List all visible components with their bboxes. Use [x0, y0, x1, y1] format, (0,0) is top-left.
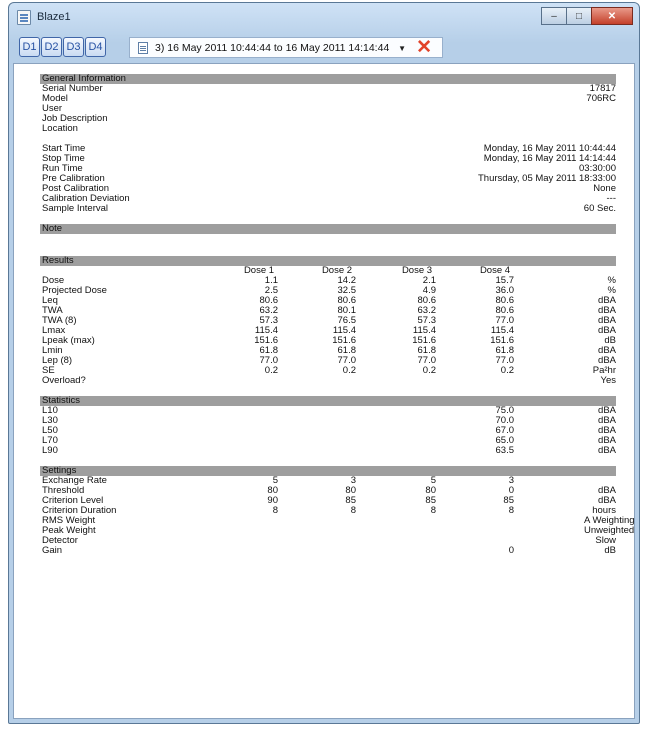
results-header: Results — [40, 256, 616, 266]
dose-3-value: 8 — [430, 505, 436, 516]
row-label: TWA (8) — [42, 315, 77, 326]
tab-d4[interactable]: D4 — [85, 37, 106, 57]
info-label: Sample Interval — [42, 203, 109, 214]
row-unit: Pa²hr — [592, 365, 616, 376]
stat-value: 63.5 — [495, 445, 514, 456]
dose-3-value: 77.0 — [417, 355, 436, 366]
dose-1-value: 1.1 — [264, 275, 278, 286]
dose-4-value: 61.8 — [495, 345, 514, 356]
dose-3-value: 151.6 — [412, 335, 436, 346]
chevron-down-icon[interactable]: ▼ — [398, 44, 406, 53]
settings-header: Settings — [40, 466, 616, 476]
dose-2-value: 80.6 — [337, 295, 356, 306]
stat-value: 67.0 — [495, 425, 514, 436]
row-label: Dose — [42, 275, 65, 286]
settings-row — [40, 486, 616, 496]
stat-unit: dBA — [598, 425, 616, 436]
info-row — [40, 124, 616, 134]
tab-d1[interactable]: D1 — [19, 37, 40, 57]
stat-label: L10 — [42, 405, 58, 416]
info-value: Monday, 16 May 2011 14:14:44 — [483, 153, 616, 164]
row-label: Lpeak (max) — [42, 335, 95, 346]
dose-3-value: 63.2 — [417, 305, 436, 316]
row-label: RMS Weight — [42, 515, 96, 526]
info-row — [40, 94, 616, 104]
dose-2-value: 151.6 — [332, 335, 356, 346]
info-row — [40, 174, 616, 184]
dose-2-value: 0.2 — [342, 365, 356, 376]
dose-3-value: 57.3 — [417, 315, 436, 326]
row-label: Leq — [42, 295, 58, 306]
info-value: 60 Sec. — [583, 203, 616, 214]
row-label: Detector — [42, 535, 78, 546]
results-row — [40, 286, 616, 296]
dose-4-value: 0 — [508, 485, 514, 496]
dose-3-value: 5 — [430, 475, 436, 486]
settings-row — [40, 515, 635, 526]
dose-4-value: 77.0 — [495, 315, 514, 326]
statistics-row — [40, 416, 616, 426]
row-unit: % — [607, 275, 616, 286]
info-row — [40, 194, 616, 204]
row-unit: Slow — [595, 535, 616, 546]
results-row — [40, 336, 616, 346]
row-unit: Unweighted — [584, 525, 635, 536]
row-unit: dBA — [598, 315, 616, 326]
dose-4-value: 151.6 — [490, 335, 514, 346]
dosimeter-tabs — [19, 37, 107, 57]
row-label: Projected Dose — [42, 285, 107, 296]
column-dose-2: Dose 2 — [321, 265, 353, 276]
stat-value: 70.0 — [495, 415, 514, 426]
dose-1-value: 0.2 — [264, 365, 278, 376]
dose-2-value: 3 — [350, 475, 356, 486]
tab-d3[interactable]: D3 — [63, 37, 84, 57]
dose-3-value: 4.9 — [422, 285, 436, 296]
dose-4-value: 15.7 — [495, 275, 514, 286]
statistics-row — [40, 436, 616, 446]
row-label: SE — [42, 365, 55, 376]
results-row — [40, 296, 616, 306]
info-label: Serial Number — [42, 83, 103, 94]
tab-d2[interactable]: D2 — [41, 37, 62, 57]
dose-3-value: 80.6 — [417, 295, 436, 306]
dose-1-value: 61.8 — [259, 345, 278, 356]
info-row — [40, 104, 616, 114]
dose-2-value: 61.8 — [337, 345, 356, 356]
stat-unit: dBA — [598, 445, 616, 456]
dose-4-value: 0 — [508, 545, 514, 556]
dose-2-value: 76.5 — [337, 315, 356, 326]
results-row — [40, 316, 616, 326]
app-window — [8, 2, 640, 724]
row-label: Threshold — [42, 485, 85, 496]
info-value: None — [593, 183, 616, 194]
note-header: Note — [40, 224, 616, 234]
close-button[interactable]: ✕ — [591, 7, 633, 25]
row-unit: % — [607, 285, 616, 296]
dose-2-value: 115.4 — [332, 325, 356, 336]
results-row — [40, 376, 616, 386]
delete-x-icon[interactable]: ✕ — [416, 37, 432, 58]
report — [40, 73, 635, 556]
settings-row — [40, 536, 616, 546]
results-row — [40, 346, 616, 356]
row-label: Peak Weight — [42, 525, 96, 536]
info-label: User — [42, 103, 63, 114]
info-value: 706RC — [586, 93, 616, 104]
document-app-icon — [17, 10, 31, 25]
info-label: Location — [42, 123, 78, 134]
dose-2-value: 80 — [345, 485, 356, 496]
results-row — [40, 276, 616, 286]
row-unit: dBA — [598, 485, 616, 496]
maximize-button[interactable]: □ — [566, 7, 592, 25]
row-label: Lep (8) — [42, 355, 73, 366]
row-unit: dB — [604, 545, 616, 556]
settings-row — [40, 506, 616, 516]
dose-4-value: 85 — [503, 495, 514, 506]
dose-2-value: 8 — [350, 505, 356, 516]
dose-1-value: 77.0 — [259, 355, 278, 366]
stat-label: L30 — [42, 415, 58, 426]
stat-unit: dBA — [598, 405, 616, 416]
stat-label: L50 — [42, 425, 58, 436]
settings-row — [40, 496, 616, 506]
stat-label: L90 — [42, 445, 58, 456]
info-label: Calibration Deviation — [42, 193, 130, 204]
general-info-header: General Information — [40, 74, 616, 84]
row-unit: dBA — [598, 495, 616, 506]
dose-3-value: 115.4 — [412, 325, 436, 336]
info-value: --- — [606, 193, 616, 204]
statistics-row — [40, 426, 616, 436]
row-label: Lmin — [42, 345, 63, 356]
settings-row — [40, 525, 635, 536]
settings-row — [40, 546, 616, 556]
info-value: 17817 — [589, 83, 616, 94]
row-label: Overload? — [42, 375, 86, 386]
info-label: Job Description — [42, 113, 108, 124]
dose-3-value: 85 — [425, 495, 436, 506]
dose-4-value: 36.0 — [495, 285, 514, 296]
info-label: Start Time — [42, 143, 86, 154]
dose-3-value: 2.1 — [422, 275, 436, 286]
document-icon — [138, 42, 148, 54]
results-column-headers — [40, 266, 616, 276]
statistics-row — [40, 406, 616, 416]
window-title: Blaze1 — [37, 11, 71, 23]
dose-3-value: 80 — [425, 485, 436, 496]
session-label: 3) 16 May 2011 10:44:44 to 16 May 2011 14:14:44 — [155, 41, 390, 54]
info-row — [40, 204, 616, 214]
dose-3-value: 61.8 — [417, 345, 436, 356]
row-unit: dBA — [598, 355, 616, 366]
row-label: Gain — [42, 545, 63, 556]
info-label: Run Time — [42, 163, 83, 174]
stat-label: L70 — [42, 435, 58, 446]
dose-4-value: 80.6 — [495, 295, 514, 306]
info-value: Monday, 16 May 2011 10:44:44 — [483, 143, 616, 154]
settings-row — [40, 476, 616, 486]
column-dose-1: Dose 1 — [243, 265, 275, 276]
dose-1-value: 90 — [267, 495, 278, 506]
info-label: Stop Time — [42, 153, 85, 164]
report-view[interactable] — [13, 63, 635, 719]
window-controls — [541, 7, 633, 25]
stat-unit: dBA — [598, 415, 616, 426]
dose-4-value: 77.0 — [495, 355, 514, 366]
results-row — [40, 366, 616, 376]
dose-4-value: 0.2 — [500, 365, 514, 376]
general-info-group-2 — [40, 144, 616, 214]
row-label: Criterion Level — [42, 495, 104, 506]
dose-4-value: 80.6 — [495, 305, 514, 316]
info-value: Thursday, 05 May 2011 18:33:00 — [477, 173, 616, 184]
dose-4-value: 3 — [508, 475, 514, 486]
stat-value: 75.0 — [495, 405, 514, 416]
statistics-header: Statistics — [40, 396, 616, 406]
row-unit: dB — [604, 335, 616, 346]
results-table — [40, 276, 616, 386]
row-label: Exchange Rate — [42, 475, 107, 486]
info-row — [40, 84, 616, 94]
info-value: 03:30:00 — [579, 163, 616, 174]
stat-value: 65.0 — [495, 435, 514, 446]
dose-2-value: 77.0 — [337, 355, 356, 366]
dose-3-value: 0.2 — [422, 365, 436, 376]
dose-1-value: 80 — [267, 485, 278, 496]
minimize-button[interactable]: – — [541, 7, 567, 25]
general-info-group-1 — [40, 84, 616, 134]
dose-1-value: 115.4 — [254, 325, 278, 336]
row-label: Criterion Duration — [42, 505, 117, 516]
dose-4-value: 115.4 — [490, 325, 514, 336]
column-dose-3: Dose 3 — [401, 265, 433, 276]
row-label: Lmax — [42, 325, 66, 336]
info-row — [40, 154, 616, 164]
row-unit: A Weighting — [584, 515, 635, 526]
dose-1-value: 80.6 — [259, 295, 278, 306]
dose-1-value: 8 — [272, 505, 278, 516]
results-row — [40, 306, 616, 316]
info-row — [40, 114, 616, 124]
row-unit: dBA — [598, 295, 616, 306]
toolbar — [13, 33, 635, 61]
row-unit: dBA — [598, 345, 616, 356]
dose-1-value: 2.5 — [264, 285, 278, 296]
stat-unit: dBA — [598, 435, 616, 446]
row-label: TWA — [42, 305, 63, 316]
results-row — [40, 356, 616, 366]
statistics-table — [40, 406, 616, 456]
dose-2-value: 32.5 — [337, 285, 356, 296]
settings-table — [40, 475, 635, 556]
row-unit: hours — [592, 505, 616, 516]
session-select[interactable] — [129, 37, 443, 58]
info-label: Model — [42, 93, 68, 104]
dose-1-value: 63.2 — [259, 305, 278, 316]
note-area — [40, 234, 616, 256]
row-unit: Yes — [600, 375, 616, 386]
dose-4-value: 8 — [508, 505, 514, 516]
dose-1-value: 5 — [272, 475, 278, 486]
row-unit: dBA — [598, 325, 616, 336]
info-label: Post Calibration — [42, 183, 110, 194]
dose-2-value: 80.1 — [337, 305, 356, 316]
results-row — [40, 326, 616, 336]
title-bar[interactable] — [9, 3, 639, 31]
dose-2-value: 85 — [345, 495, 356, 506]
row-unit: dBA — [598, 305, 616, 316]
statistics-row — [40, 446, 616, 456]
column-dose-4: Dose 4 — [479, 265, 511, 276]
dose-1-value: 151.6 — [254, 335, 278, 346]
dose-2-value: 14.2 — [337, 275, 356, 286]
info-label: Pre Calibration — [42, 173, 105, 184]
dose-1-value: 57.3 — [259, 315, 278, 326]
